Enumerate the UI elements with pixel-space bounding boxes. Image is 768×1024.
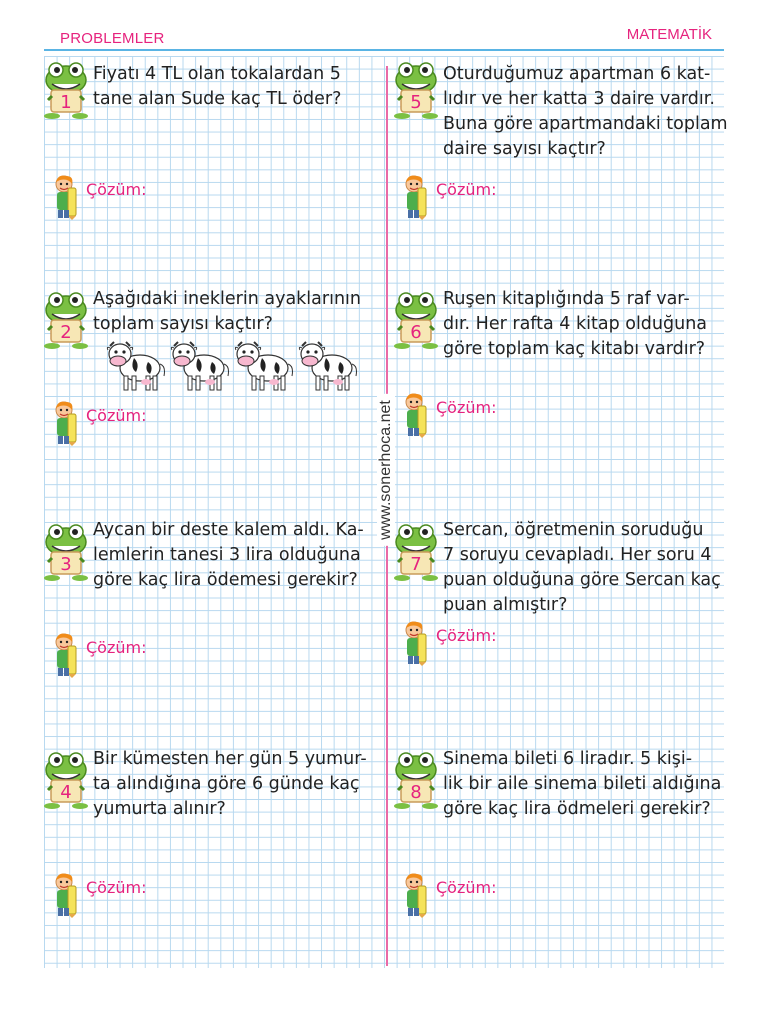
child-with-pencil-icon [400, 872, 432, 918]
frog-icon [42, 290, 90, 350]
cow-icon [170, 336, 230, 394]
problem-text [443, 62, 728, 162]
problem-text [93, 747, 367, 822]
problem-line: 7 soruyu cevapladı. Her soru 4 [443, 545, 712, 565]
problem-line: ta alındığına göre 6 günde kaç [93, 774, 360, 794]
solution-label: Çözüm: [86, 638, 147, 657]
problem-line: Aycan bir deste kalem aldı. Ka- [93, 520, 364, 540]
problem-line: puan almıştır? [443, 595, 568, 615]
problem-text [443, 747, 721, 822]
page-header [0, 0, 768, 52]
problem-text [93, 287, 361, 337]
solution-label: Çözüm: [86, 180, 147, 199]
child-with-pencil-icon [50, 632, 82, 678]
cow-icon [234, 336, 294, 394]
frog-icon [392, 60, 440, 120]
problem-text [443, 518, 721, 618]
child-with-pencil-icon [400, 392, 432, 438]
problem-number: 3 [60, 554, 72, 575]
child-with-pencil-icon [50, 174, 82, 220]
problem-line: göre kaç lira ödemesi gerekir? [93, 570, 358, 590]
frog-icon [392, 750, 440, 810]
problem-number: 5 [410, 92, 422, 113]
problem-text [93, 518, 364, 593]
problem-line: Oturduğumuz apartman 6 kat- [443, 64, 711, 84]
frog-icon [42, 60, 90, 120]
problem-line: Ruşen kitaplığında 5 raf var- [443, 289, 690, 309]
child-with-pencil-icon [50, 872, 82, 918]
cow-icon [298, 336, 358, 394]
problem-line: yumurta alınır? [93, 799, 226, 819]
solution-label: Çözüm: [86, 878, 147, 897]
solution-label: Çözüm: [436, 878, 497, 897]
problem-number: 7 [410, 554, 422, 575]
solution-label: Çözüm: [436, 180, 497, 199]
problem-line: Sinema bileti 6 liradır. 5 kişi- [443, 749, 693, 769]
cow-icon [106, 336, 166, 394]
solution-label: Çözüm: [436, 626, 497, 645]
problem-line: Sercan, öğretmenin soruduğu [443, 520, 704, 540]
problem-line: göre kaç lira ödmeleri gerekir? [443, 799, 711, 819]
frog-icon [42, 522, 90, 582]
solution-label: Çözüm: [86, 406, 147, 425]
problem-number: 1 [60, 92, 72, 113]
solution-label: Çözüm: [436, 398, 497, 417]
problem-number: 4 [60, 782, 72, 803]
problem-number: 8 [410, 782, 422, 803]
header-left-title: PROBLEMLER [60, 30, 165, 47]
cow-illustration [106, 336, 366, 394]
problem-line: puan olduğuna göre Sercan kaç [443, 570, 721, 590]
frog-icon [392, 290, 440, 350]
problem-line: lıdır ve her katta 3 daire vardır. [443, 89, 715, 109]
problem-line: Bir kümesten her gün 5 yumur- [93, 749, 367, 769]
problem-text [443, 287, 707, 362]
problem-line: göre toplam kaç kitabı vardır? [443, 339, 706, 359]
header-underline [44, 49, 724, 51]
problem-line: tane alan Sude kaç TL öder? [93, 89, 342, 109]
child-with-pencil-icon [400, 620, 432, 666]
watermark: www.sonerhoca.net [377, 394, 395, 546]
problem-line: Buna göre apartmandaki toplam [443, 114, 728, 134]
header-right-title: MATEMATİK [626, 26, 712, 43]
frog-icon [392, 522, 440, 582]
problem-line: daire sayısı kaçtır? [443, 139, 606, 159]
problem-line: toplam sayısı kaçtır? [93, 314, 273, 334]
problem-line: dır. Her rafta 4 kitap olduğuna [443, 314, 708, 334]
problem-text [93, 62, 341, 112]
frog-icon [42, 750, 90, 810]
problem-number: 6 [410, 322, 422, 343]
problem-number: 2 [60, 322, 72, 343]
problem-line: Fiyatı 4 TL olan tokalardan 5 [93, 64, 341, 84]
child-with-pencil-icon [400, 174, 432, 220]
problem-line: Aşağıdaki ineklerin ayaklarının [93, 289, 361, 309]
child-with-pencil-icon [50, 400, 82, 446]
problem-line: lemlerin tanesi 3 lira olduğuna [93, 545, 361, 565]
problem-line: lik bir aile sinema bileti aldığına [443, 774, 722, 794]
